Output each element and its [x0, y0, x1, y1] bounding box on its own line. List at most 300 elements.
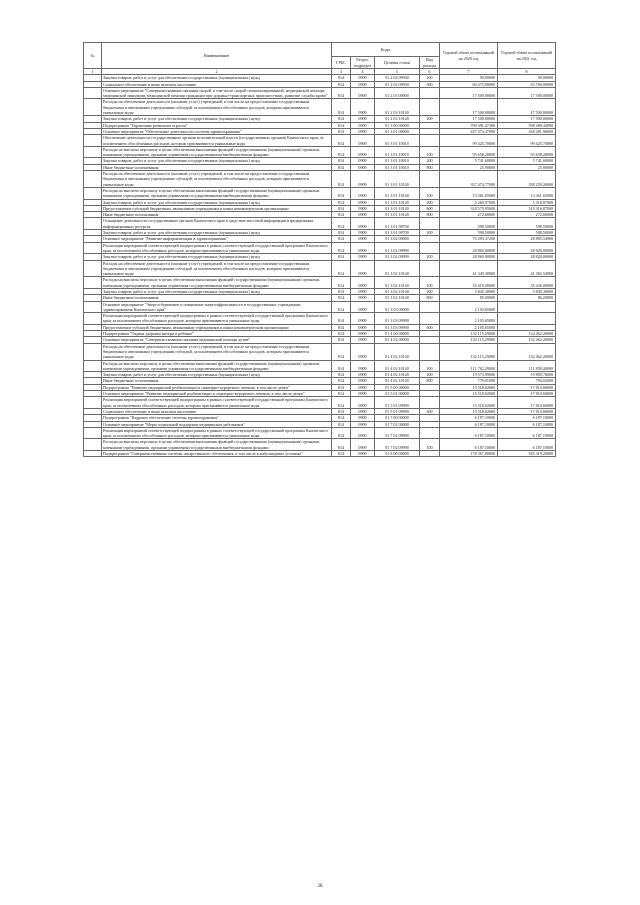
row-name-cell: Реализация мероприятий соответствующей подпрограммы в рамках соответствующей государственной программы Камчатского края, за исключением обособленных расходов, которым присваиваются уникальные коды [102, 397, 332, 409]
row-grbs-cell: 814 [332, 313, 351, 325]
row-grbs-cell: 814 [332, 421, 351, 427]
row-2020-cell: 85,00000 [440, 295, 498, 301]
row-name-cell: Основное мероприятие "Энергосбережение и повышение энергоэффективности в государственных учреждениях здравоохранения Камчатского края" [102, 301, 332, 313]
row-vid-cell: 100 [420, 439, 440, 451]
row-target-cell: 01 3 03 09990 [375, 324, 420, 330]
row-number-cell [84, 135, 102, 147]
row-name-cell: Расходы на обеспечение деятельности (оказание услуг) учреждений, в том числе на предоставление государственным бюджетным и автономным учреждениям субсидий, за исключением обособленных расходов, которым присваиваются уникальные коды [102, 99, 332, 116]
row-target-cell: 01 7 02 09990 [375, 427, 420, 439]
table-row [84, 171, 556, 188]
row-name-cell: Расходы на выплаты персоналу в целях обеспечения выполнения функций государственными (муниципальными) органами, казенными учреждениями, органами управления государственными внебюджетными фондами [102, 187, 332, 199]
row-grbs-cell: 814 [332, 384, 351, 390]
row-2021-cell: 41 365,54900 [498, 260, 556, 277]
row-target-cell: 01 3 01 10010 [375, 164, 420, 170]
row-number-cell [84, 187, 102, 199]
row-grbs-cell: 814 [332, 360, 351, 372]
row-vid-cell: 600 [420, 205, 440, 211]
row-grbs-cell: 814 [332, 295, 351, 301]
row-target-cell: 01 3 03 00000 [375, 301, 420, 313]
table-row [84, 397, 556, 409]
row-grbs-cell: 814 [332, 242, 351, 254]
table-row [84, 301, 556, 313]
row-target-cell: 01 2 03 10140 [375, 99, 420, 116]
row-target-cell: 01 5 01 09990 [375, 397, 420, 409]
row-2020-cell: 6 187,10000 [440, 439, 498, 451]
row-2020-cell: 93 658,20000 [440, 146, 498, 158]
row-section-cell: 0909 [351, 295, 375, 301]
row-vid-cell: 300 [420, 408, 440, 414]
row-vid-cell [420, 301, 440, 313]
row-section-cell: 0909 [351, 397, 375, 409]
table-row [84, 439, 556, 451]
row-2020-cell: 2 105,65000 [440, 301, 498, 313]
row-section-cell: 0909 [351, 384, 375, 390]
row-number-cell [84, 218, 102, 230]
index-cell: 7 [440, 69, 498, 75]
row-name-cell: Закупка товаров, работ и услуг для обеспечения государственных (муниципальных) нужд [102, 288, 332, 294]
row-target-cell: 01 3 01 10140 [375, 187, 420, 199]
row-grbs-cell: 814 [332, 277, 351, 289]
row-number-cell [84, 451, 102, 457]
row-vid-cell [420, 171, 440, 188]
row-target-cell: 01 4 02 00000 [375, 337, 420, 343]
row-2020-cell: 28 860,00000 [440, 242, 498, 254]
col-grbs-header: ГРБС [332, 57, 351, 69]
row-name-cell: Иные бюджетные ассигнования [102, 164, 332, 170]
row-vid-cell: 100 [420, 277, 440, 289]
row-name-cell: Закупка товаров, работ и услуг для обеспечения государственных (муниципальных) нужд [102, 230, 332, 236]
row-vid-cell: 300 [420, 81, 440, 87]
row-grbs-cell: 814 [332, 236, 351, 242]
table-row [84, 451, 556, 457]
row-2021-cell: 132 462,20000 [498, 337, 556, 343]
row-section-cell: 0909 [351, 337, 375, 343]
row-2020-cell: 70 293,37200 [440, 236, 498, 242]
row-grbs-cell: 814 [332, 378, 351, 384]
row-name-cell: Иные бюджетные ассигнования [102, 378, 332, 384]
row-grbs-cell: 814 [332, 337, 351, 343]
row-2020-cell: 50,00000 [440, 75, 498, 81]
row-section-cell: 0909 [351, 158, 375, 164]
row-name-cell: Иные бюджетные ассигнования [102, 295, 332, 301]
row-name-cell: Основное мероприятие "Меры социальной поддержки медицинских работников" [102, 421, 332, 427]
row-vid-cell [420, 343, 440, 360]
row-section-cell: 0909 [351, 427, 375, 439]
row-vid-cell: 800 [420, 212, 440, 218]
row-section-cell: 0909 [351, 313, 375, 325]
row-section-cell: 0909 [351, 415, 375, 421]
row-target-cell: 01 3 01 10140 [375, 171, 420, 188]
row-2020-cell: 132 115,29000 [440, 343, 498, 360]
row-grbs-cell: 814 [332, 171, 351, 188]
row-vid-cell: 600 [420, 324, 440, 330]
row-number-cell [84, 87, 102, 99]
row-target-cell: 01 3 02 10140 [375, 295, 420, 301]
col-section-header: Раздел, подраздел [351, 57, 375, 69]
row-section-cell: 0909 [351, 75, 375, 81]
row-target-cell: 01 3 01 10140 [375, 199, 420, 205]
row-section-cell: 0909 [351, 421, 375, 427]
row-name-cell: Расходы на выплаты персоналу в целях обеспечения выполнения функций государственными (муниципальными) органами, казенными учреждениями, органами управления государственными внебюджетными фондами [102, 360, 332, 372]
row-2021-cell: 28 820,00000 [498, 242, 556, 254]
row-2020-cell: 15 518,02000 [440, 391, 498, 397]
row-grbs-cell: 814 [332, 288, 351, 294]
row-target-cell: 01 3 02 10140 [375, 277, 420, 289]
row-section-cell: 0909 [351, 164, 375, 170]
row-2020-cell: 598,50000 [440, 218, 498, 230]
row-name-cell: Обеспечение деятельности государственных органов исполнительной власти (государственных органов) Камчатского края, за исключением обособленных расходов, которым присваиваются уникальные коды [102, 135, 332, 147]
row-grbs-cell: 814 [332, 128, 351, 134]
row-2021-cell: 598,50000 [498, 218, 556, 230]
page-number: 28 [317, 884, 323, 889]
row-2021-cell: 28 820,00000 [498, 254, 556, 260]
row-number-cell [84, 397, 102, 409]
row-section-cell: 0909 [351, 301, 375, 313]
row-vid-cell [420, 427, 440, 439]
row-2021-cell [498, 301, 556, 313]
row-target-cell: 01 2 02 09930 [375, 81, 420, 87]
row-2021-cell: 35 436,00000 [498, 277, 556, 289]
row-section-cell: 0909 [351, 135, 375, 147]
row-grbs-cell: 814 [332, 427, 351, 439]
row-number-cell [84, 260, 102, 277]
row-2020-cell: 28 860,00000 [440, 254, 498, 260]
header-row [84, 43, 556, 57]
row-name-cell: Реализация мероприятий соответствующей подпрограммы в рамках соответствующей государственной программы Камчатского края, за исключением обособленных расходов, которым присваиваются уникальные коды [102, 313, 332, 325]
table-row [84, 99, 556, 116]
row-2021-cell: 6 187,10000 [498, 427, 556, 439]
row-number-cell [84, 301, 102, 313]
row-target-cell: 01 5 00 00000 [375, 384, 420, 390]
table-row [84, 242, 556, 254]
row-grbs-cell: 814 [332, 158, 351, 164]
row-2021-cell: 63 760,00000 [498, 81, 556, 87]
row-2021-cell: 111 858,40000 [498, 360, 556, 372]
table-row [84, 135, 556, 147]
row-2021-cell: 25,90000 [498, 164, 556, 170]
row-target-cell: 01 5 01 09990 [375, 408, 420, 414]
row-section-cell: 0909 [351, 236, 375, 242]
row-target-cell: 01 3 02 10140 [375, 288, 420, 294]
row-target-cell: 01 7 02 00000 [375, 421, 420, 427]
row-2021-cell: 6 187,10000 [498, 439, 556, 451]
row-vid-cell: 200 [420, 288, 440, 294]
row-grbs-cell: 814 [332, 439, 351, 451]
row-number-cell [84, 277, 102, 289]
row-section-cell: 0909 [351, 81, 375, 87]
row-target-cell: 01 4 02 10140 [375, 360, 420, 372]
row-target-cell: 01 3 02 00000 [375, 236, 420, 242]
row-grbs-cell: 814 [332, 397, 351, 409]
row-name-cell: Закупка товаров, работ и услуг для обеспечения государственных (муниципальных) нужд [102, 75, 332, 81]
row-2020-cell: 5 845,30000 [440, 288, 498, 294]
row-name-cell: Оснащение деятельности государственных органов Камчатского края в средствах массовой информации и федеральных информационных ресурсах [102, 218, 332, 230]
row-name-cell: Закупка товаров, работ и услуг для обеспечения государственных (муниципальных) нужд [102, 116, 332, 122]
row-target-cell: 01 2 03 00000 [375, 87, 420, 99]
row-name-cell: Основное мероприятие "Развитие медицинской реабилитации и санаторно-курортного лечения, в том числе детям" [102, 391, 332, 397]
table-row [84, 343, 556, 360]
row-vid-cell [420, 135, 440, 147]
table-row [84, 260, 556, 277]
row-2020-cell: 15 518,02000 [440, 408, 498, 414]
row-grbs-cell: 814 [332, 408, 351, 414]
row-number-cell [84, 146, 102, 158]
row-target-cell: 01 2 02 09930 [375, 75, 420, 81]
row-target-cell: 01 7 02 09990 [375, 439, 420, 451]
row-grbs-cell: 814 [332, 135, 351, 147]
row-name-cell: Основное мероприятие "Обеспечение деятельности системы здравоохранения" [102, 128, 332, 134]
row-grbs-cell: 814 [332, 218, 351, 230]
row-name-cell: Подпрограмма "Управление развитием отрасли" [102, 122, 332, 128]
row-name-cell: Предоставление субсидий бюджетным, автономным учреждениям и иным некоммерческим организациям [102, 324, 332, 330]
col-name-header: Наименование [102, 43, 332, 69]
row-target-cell: 01 4 02 10140 [375, 378, 420, 384]
row-2020-cell: 2 105,65000 [440, 313, 498, 325]
row-2021-cell: 794,02000 [498, 378, 556, 384]
row-2020-cell: 111 762,29000 [440, 360, 498, 372]
row-section-cell: 0909 [351, 87, 375, 99]
row-vid-cell: 200 [420, 75, 440, 81]
row-vid-cell: 800 [420, 164, 440, 170]
row-number-cell [84, 427, 102, 439]
row-grbs-cell: 814 [332, 372, 351, 378]
row-2021-cell: 6 187,10000 [498, 421, 556, 427]
row-section-cell: 0909 [351, 230, 375, 236]
row-2021-cell: 17 810,60000 [498, 408, 556, 414]
row-number-cell [84, 439, 102, 451]
row-vid-cell: 200 [420, 254, 440, 260]
row-2020-cell: 6 187,10000 [440, 415, 498, 421]
row-name-cell: Социальное обеспечение и иные выплаты населению [102, 408, 332, 414]
row-section-cell: 0909 [351, 324, 375, 330]
row-number-cell [84, 99, 102, 116]
row-grbs-cell: 814 [332, 301, 351, 313]
col-codes-header: Коды [332, 43, 440, 57]
row-2021-cell: 17 810,60000 [498, 397, 556, 409]
index-cell: 5 [375, 69, 420, 75]
row-2021-cell: 13 361,65000 [498, 187, 556, 199]
row-2021-cell: 272,60000 [498, 212, 556, 218]
row-2020-cell: 178 367,80000 [440, 451, 498, 457]
row-name-cell: Закупка товаров, работ и услуг для обеспечения государственных (муниципальных) нужд [102, 372, 332, 378]
row-2021-cell: 598 489,44900 [498, 122, 556, 128]
row-vid-cell: 800 [420, 295, 440, 301]
row-grbs-cell: 814 [332, 187, 351, 199]
row-section-cell: 0909 [351, 451, 375, 457]
row-name-cell: Подпрограмма "Развитие медицинской реабилитации и санаторно-курортного лечения, в том числе детям" [102, 384, 332, 390]
row-2021-cell: 50,00000 [498, 75, 556, 81]
row-section-cell: 0909 [351, 343, 375, 360]
row-target-cell: 01 3 02 09990 [375, 242, 420, 254]
row-grbs-cell: 814 [332, 164, 351, 170]
row-2020-cell: 17 500,00000 [440, 99, 498, 116]
row-name-cell: Подпрограмма "Кадровое обеспечение системы здравоохранения" [102, 415, 332, 421]
col-target-header: Целевая статья [375, 57, 420, 69]
row-target-cell: 01 4 02 10140 [375, 372, 420, 378]
row-section-cell: 0909 [351, 331, 375, 337]
row-section-cell: 0909 [351, 128, 375, 134]
row-vid-cell [420, 397, 440, 409]
row-vid-cell [420, 242, 440, 254]
row-section-cell: 0909 [351, 372, 375, 378]
row-2021-cell: 5 741,60000 [498, 158, 556, 164]
row-2021-cell [498, 313, 556, 325]
row-section-cell: 0909 [351, 408, 375, 414]
row-target-cell: 01 3 01 98700 [375, 230, 420, 236]
row-grbs-cell: 814 [332, 146, 351, 158]
table-row [84, 218, 556, 230]
row-2020-cell: 598,50000 [440, 230, 498, 236]
row-2020-cell: 13 361,65000 [440, 187, 498, 199]
row-section-cell: 0909 [351, 205, 375, 211]
table-row [84, 360, 556, 372]
row-2020-cell: 132 115,29000 [440, 331, 498, 337]
row-target-cell: 01 4 00 00000 [375, 331, 420, 337]
row-grbs-cell: 814 [332, 116, 351, 122]
row-2021-cell: 132 462,20000 [498, 331, 556, 337]
row-grbs-cell: 814 [332, 415, 351, 421]
row-vid-cell [420, 260, 440, 277]
row-name-cell: Расходы на обеспечение деятельности (оказание услуг) учреждений, в том числе на предоставление государственным бюджетным и автономным учреждениям субсидий, за исключением обособленных расходов, которым присваиваются уникальные коды [102, 343, 332, 360]
row-grbs-cell: 814 [332, 199, 351, 205]
row-number-cell [84, 242, 102, 254]
row-2021-cell: 93 658,20000 [498, 146, 556, 158]
index-cell: 8 [498, 69, 556, 75]
row-name-cell: Расходы на выплаты персоналу в целях обеспечения выполнения функций государственными (муниципальными) органами, казенными учреждениями, органами управления государственными внебюджетными фондами [102, 439, 332, 451]
row-name-cell: Реализация мероприятий соответствующей подпрограммы в рамках соответствующей государственной программы Камчатского края, за исключением обособленных расходов, которым присваиваются уникальные коды [102, 427, 332, 439]
row-2020-cell: 437 474,47000 [440, 128, 498, 134]
row-vid-cell: 100 [420, 187, 440, 199]
row-2020-cell: 35 419,00000 [440, 277, 498, 289]
row-name-cell: Социальное обеспечение и иные выплаты населению [102, 81, 332, 87]
row-target-cell: 01 3 01 10140 [375, 212, 420, 218]
row-vid-cell: 200 [420, 116, 440, 122]
row-target-cell: 01 3 01 98700 [375, 218, 420, 230]
row-2020-cell: 17 500,00000 [440, 116, 498, 122]
row-2020-cell: 318 570,95000 [440, 205, 498, 211]
row-vid-cell [420, 313, 440, 325]
row-vid-cell: 100 [420, 360, 440, 372]
row-section-cell: 0909 [351, 187, 375, 199]
row-2020-cell: 709 391,47300 [440, 122, 498, 128]
row-name-cell: Расходы на выплаты персоналу в целях обеспечения выполнения функций государственными (муниципальными) органами, казенными учреждениями, органами управления государственными внебюджетными фондами [102, 277, 332, 289]
row-number-cell [84, 313, 102, 325]
row-2021-cell: 5 845,30000 [498, 288, 556, 294]
row-2021-cell: 132 462,20000 [498, 343, 556, 360]
row-name-cell: Иные бюджетные ассигнования [102, 212, 332, 218]
row-grbs-cell: 814 [332, 212, 351, 218]
row-number-cell [84, 360, 102, 372]
row-section-cell: 0909 [351, 288, 375, 294]
row-2020-cell: 41 349,30000 [440, 260, 498, 277]
row-target-cell: 01 3 01 10010 [375, 158, 420, 164]
row-vid-cell: 200 [420, 199, 440, 205]
row-2020-cell: 132 115,29000 [440, 337, 498, 343]
row-2021-cell: 338 259,20000 [498, 171, 556, 188]
row-2021-cell: 319 316,87000 [498, 205, 556, 211]
row-grbs-cell: 814 [332, 99, 351, 116]
row-2020-cell: 17 500,00000 [440, 87, 498, 99]
row-section-cell: 0909 [351, 99, 375, 116]
row-target-cell: 01 3 00 00000 [375, 122, 420, 128]
table-body [84, 75, 556, 457]
row-2021-cell: 598,50000 [498, 230, 556, 236]
row-section-cell: 0909 [351, 171, 375, 188]
row-grbs-cell: 814 [332, 331, 351, 337]
row-target-cell: 01 3 01 10010 [375, 135, 420, 147]
row-2021-cell: 5 318,07000 [498, 199, 556, 205]
row-target-cell: 01 4 02 10140 [375, 343, 420, 360]
row-target-cell: 01 3 02 10140 [375, 260, 420, 277]
row-vid-cell [420, 99, 440, 116]
row-section-cell: 0909 [351, 218, 375, 230]
row-grbs-cell: 814 [332, 343, 351, 360]
row-2020-cell: 5 741,60000 [440, 158, 498, 164]
row-2020-cell: 99 425,70000 [440, 135, 498, 147]
row-name-cell: Подпрограмма "Охрана здоровья матери и ребенка" [102, 331, 332, 337]
row-vid-cell [420, 451, 440, 457]
row-2021-cell: 17 500,00000 [498, 116, 556, 122]
row-2021-cell: 86,20000 [498, 295, 556, 301]
row-section-cell: 0909 [351, 242, 375, 254]
row-vid-cell [420, 218, 440, 230]
table-row [84, 87, 556, 99]
row-grbs-cell: 814 [332, 75, 351, 81]
row-grbs-cell: 814 [332, 205, 351, 211]
index-cell: 1 [84, 69, 102, 75]
row-2021-cell: 28 885,54900 [498, 236, 556, 242]
row-grbs-cell: 814 [332, 81, 351, 87]
row-2021-cell: 17 810,60000 [498, 384, 556, 390]
row-grbs-cell: 814 [332, 260, 351, 277]
row-2020-cell: 2 105,65000 [440, 324, 498, 330]
row-vid-cell: 200 [420, 230, 440, 236]
index-cell: 4 [351, 69, 375, 75]
row-2021-cell: 17 810,60000 [498, 391, 556, 397]
row-target-cell: 01 7 00 00000 [375, 415, 420, 421]
index-cell: 6 [420, 69, 440, 75]
row-name-cell: Основное мероприятие "Совершенствование оказания скорой, в том числе скорой специализированной, медицинской помощи, медицинской эвакуации, медицинской помощи гражданам при дорожно-транспортных происшествиях, развитие службы крови" [102, 87, 332, 99]
row-2020-cell: 6 187,10000 [440, 427, 498, 439]
row-2021-cell: 438 281,96000 [498, 128, 556, 134]
row-vid-cell: 200 [420, 158, 440, 164]
row-name-cell: Закупка товаров, работ и услуг для обеспечения государственных (муниципальных) нужд [102, 199, 332, 205]
row-target-cell: 01 8 00 00000 [375, 451, 420, 457]
row-target-cell: 01 3 01 10010 [375, 146, 420, 158]
row-grbs-cell: 814 [332, 254, 351, 260]
col-2020-header: Годовой объем ассигнований на 2020 год [440, 43, 498, 69]
col-num-header: № [84, 43, 102, 69]
row-vid-cell: 100 [420, 146, 440, 158]
row-section-cell: 0909 [351, 439, 375, 451]
row-name-cell: Подпрограмма "Совершенствование системы лекарственного обеспечения, в том числе в амбулаторных условиях" [102, 451, 332, 457]
row-name-cell: Закупка товаров, работ и услуг для обеспечения государственных (муниципальных) нужд [102, 158, 332, 164]
row-section-cell: 0909 [351, 360, 375, 372]
row-name-cell: Расходы на выплаты персоналу в целях обеспечения выполнения функций государственными (муниципальными) органами, казенными учреждениями, органами управления государственными внебюджетными фондами [102, 146, 332, 158]
row-name-cell: Расходы на обеспечение деятельности (оказание услуг) учреждений, в том числе на предоставление государственным бюджетным и автономным учреждениям субсидий, за исключением обособленных расходов, которым присваиваются уникальные коды [102, 171, 332, 188]
row-2021-cell: 6 187,10000 [498, 415, 556, 421]
row-2021-cell: 99 425,70000 [498, 135, 556, 147]
row-grbs-cell: 814 [332, 87, 351, 99]
row-2020-cell: 60 475,00000 [440, 81, 498, 87]
table-row [84, 277, 556, 289]
budget-table [83, 42, 556, 457]
row-vid-cell [420, 87, 440, 99]
row-section-cell: 0909 [351, 260, 375, 277]
row-grbs-cell: 814 [332, 122, 351, 128]
row-grbs-cell: 814 [332, 230, 351, 236]
row-2020-cell: 337 474,77000 [440, 171, 498, 188]
